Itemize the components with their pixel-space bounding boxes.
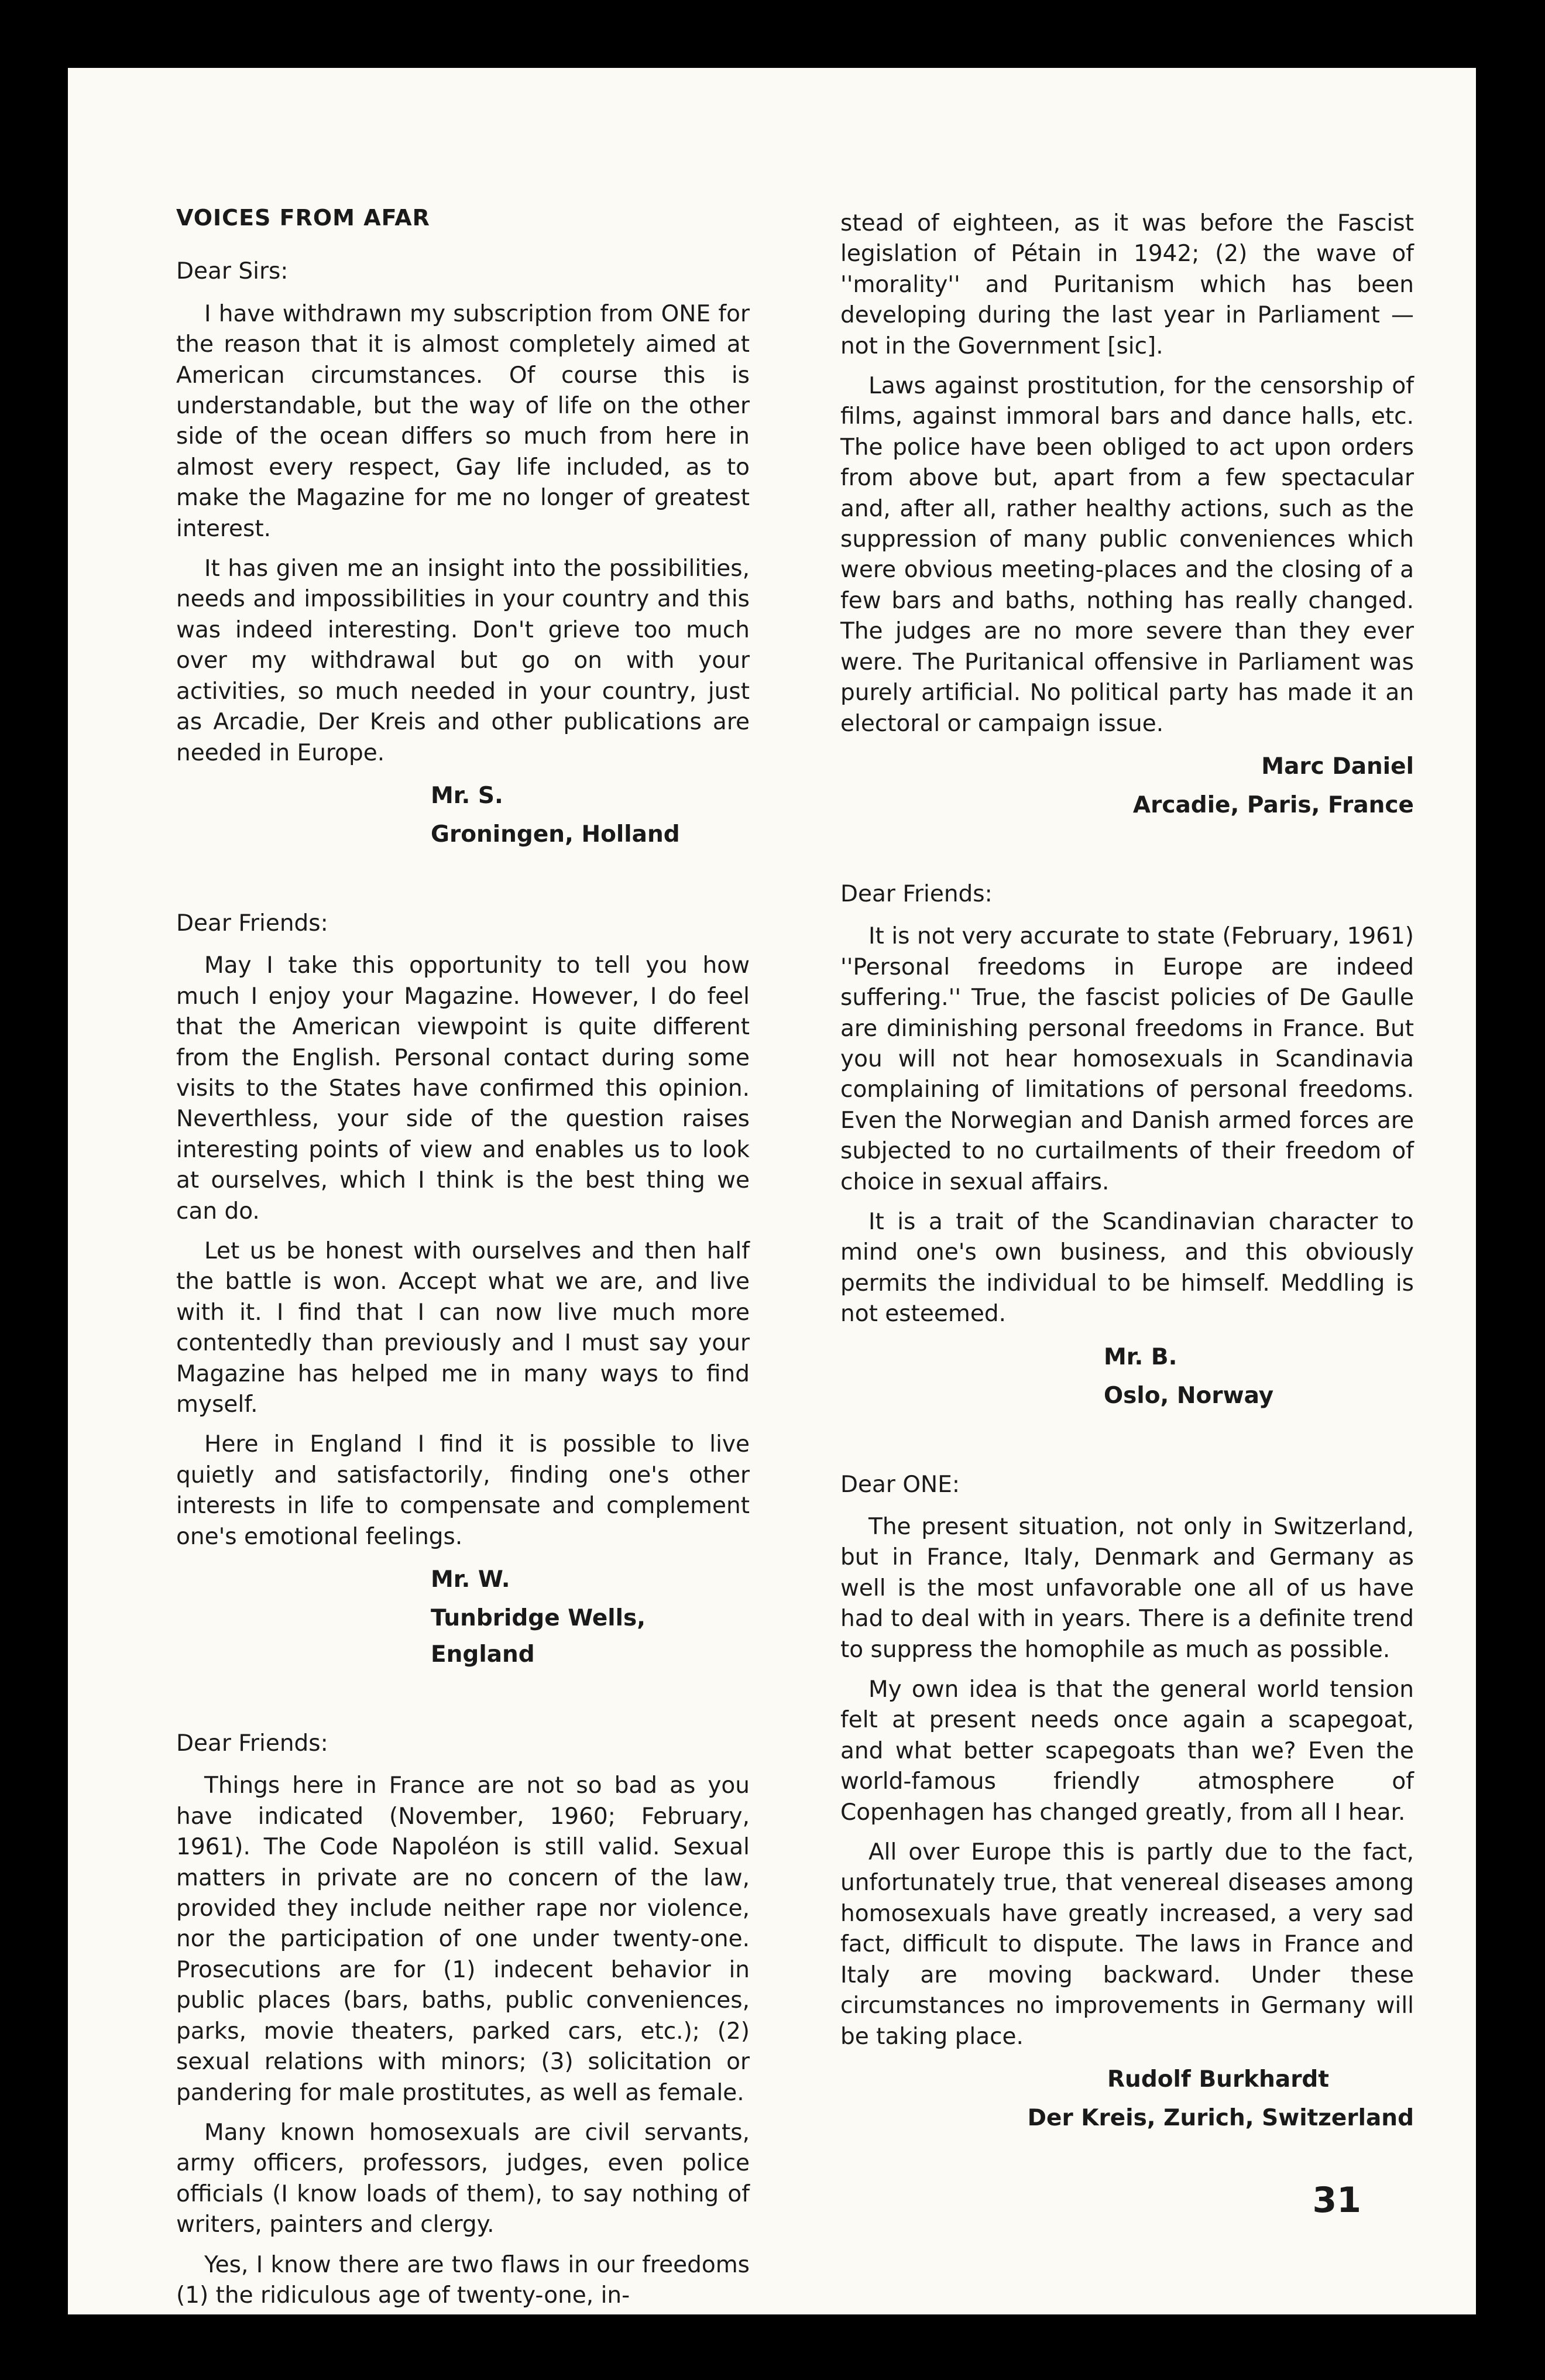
letter-salutation: Dear Friends: (176, 1730, 328, 1757)
signature-name: Mr. B. (1104, 1343, 1177, 1370)
letter-mr-w (176, 908, 750, 1673)
letter-mr-b (840, 879, 1414, 1414)
magazine-page (68, 68, 1476, 2314)
letter-salutation: Dear Friends: (176, 910, 328, 937)
letter-rudolf-burkhardt (840, 1470, 1414, 2136)
signature-name: Rudolf Burkhardt (1107, 2066, 1329, 2093)
signature-place: Oslo, Norway (1104, 1382, 1274, 1409)
signature-name: Mr. S. (431, 782, 503, 809)
right-column (840, 208, 1414, 2192)
letter-salutation: Dear Sirs: (176, 258, 289, 285)
letter-paragraph: Many known homosexuals are civil servants, army officers, professors, judges, even police officials (I know loads of them), to say nothing of writers, painters and clergy. (176, 2119, 750, 2238)
letter-paragraph: Laws against prostitution, for the censorship of films, against immoral bars and dance halls, etc. The police have been obliged to act upon orders from above but, apart from a few spectacular and, after all, rather healthy actions, such as the suppression of many public conveniences which were obvious meeting-places and the closing of a few bars and baths, nothing has really changed. The judges are no more severe than they ever were. The Puritanical offensive in Parliament was purely artificial. No political party has made it an electoral or campaign issue. (840, 373, 1414, 737)
section-heading: VOICES FROM AFAR (176, 205, 430, 231)
letter-paragraph: It has given me an insight into the possibilities, needs and impossibilities in your country and this was indeed interesting. Don't grieve too much over my withdrawal but go on with your activities, so much needed in your country, just as Arcadie, Der Kreis and other publications are needed in Europe. (176, 555, 750, 766)
letter-salutation: Dear Friends: (840, 880, 993, 907)
letter-paragraph: stead of eighteen, as it was before the Fascist legislation of Pétain in 1942; (2) the wave of ''morality'' and Puritanism which has been developing during the last year in Parliament —not in the Government [sic]. (840, 210, 1414, 359)
letter-paragraph: All over Europe this is partly due to the fact, unfortunately true, that venereal diseases among homosexuals have greatly increased, a very sad fact, difficult to dispute. The laws in France and Italy are moving backward. Under these circumstances no improvements in Germany will be taking place. (840, 1839, 1414, 2050)
letter-paragraph: I have withdrawn my subscription from ONE for the reason that it is almost completely aimed at American circumstances. Of course this is understandable, but the way of life on the other side of the ocean differs so much from here in almost every respect, Gay life included, as to make the Magazine for me no longer of greatest interest. (176, 300, 750, 542)
letter-paragraph: It is not very accurate to state (February, 1961) ''Personal freedoms in Europe are indeed suffering.'' True, the fascist policies of De Gaulle are diminishing personal freedoms in France. But you will not hear homosexuals in Scandinavia complaining of limitations of personal freedoms. Even the Norwegian and Danish armed forces are subjected to no curtailments of their freedom of choice in sexual affairs. (840, 923, 1414, 1195)
letter-mr-s (176, 256, 750, 853)
letter-paragraph: The present situation, not only in Switzerland, but in France, Italy, Denmark and Germany as well is the most unfavorable one all of us have had to deal with in years. There is a definite trend to suppress the homophile as much as possible. (840, 1514, 1414, 1663)
letter-salutation: Dear ONE: (840, 1471, 960, 1498)
page-number: 31 (1312, 2180, 1361, 2221)
left-column (176, 203, 750, 2367)
signature-name: Marc Daniel (1261, 753, 1414, 780)
signature-place: Der Kreis, Zurich, Switzerland (1027, 2104, 1414, 2131)
letter-marc-daniel (176, 1729, 750, 2311)
letter-paragraph: My own idea is that the general world tension felt at present needs once again a scapegoat, and what better scapegoats than we? Even the world-famous friendly atmosphere of Copenhagen has changed greatly, from all I hear. (840, 1676, 1414, 1826)
letter-paragraph: Yes, I know there are two flaws in our freedoms (1) the ridiculous age of twenty-one, in- (176, 2251, 750, 2309)
signature-name: Mr. W. (431, 1566, 510, 1593)
letter-paragraph: It is a trait of the Scandinavian character to mind one's own business, and this obviously permits the individual to be himself. Meddling is not esteemed. (840, 1208, 1414, 1328)
letter-marc-daniel-continued (840, 208, 1414, 824)
signature-place: Groningen, Holland (431, 821, 680, 848)
signature-place: Tunbridge Wells, England (431, 1605, 646, 1668)
letter-paragraph: May I take this opportunity to tell you how much I enjoy your Magazine. However, I do feel that the American viewpoint is quite different from the English. Personal contact during some visits to the States have confirmed this opinion. Neverthless, your side of the question raises interesting points of view and enables us to look at ourselves, which I think is the best thing we can do. (176, 952, 750, 1225)
letter-paragraph: Let us be honest with ourselves and then half the battle is won. Accept what we are, and live with it. I find that I can now live much more contentedly than previously and I must say your Magazine has helped me in many ways to find myself. (176, 1237, 750, 1418)
letter-paragraph: Things here in France are not so bad as you have indicated (November, 1960; February, 1961). The Code Napoléon is still valid. Sexual matters in private are no concern of the law, provided they include neither rape nor violence, nor the participation of one under twenty-one. Prosecutions are for (1) indecent behavior in public places (bars, baths, public conveniences, parks, movie theaters, parked cars, etc.); (2) sexual relations with minors; (3) solicitation or pandering for male prostitutes, as well as female. (176, 1772, 750, 2106)
signature-place: Arcadie, Paris, France (1132, 791, 1414, 818)
letter-paragraph: Here in England I find it is possible to live quietly and satisfactorily, finding one's other interests in life to compensate and complement one's emotional feelings. (176, 1431, 750, 1550)
